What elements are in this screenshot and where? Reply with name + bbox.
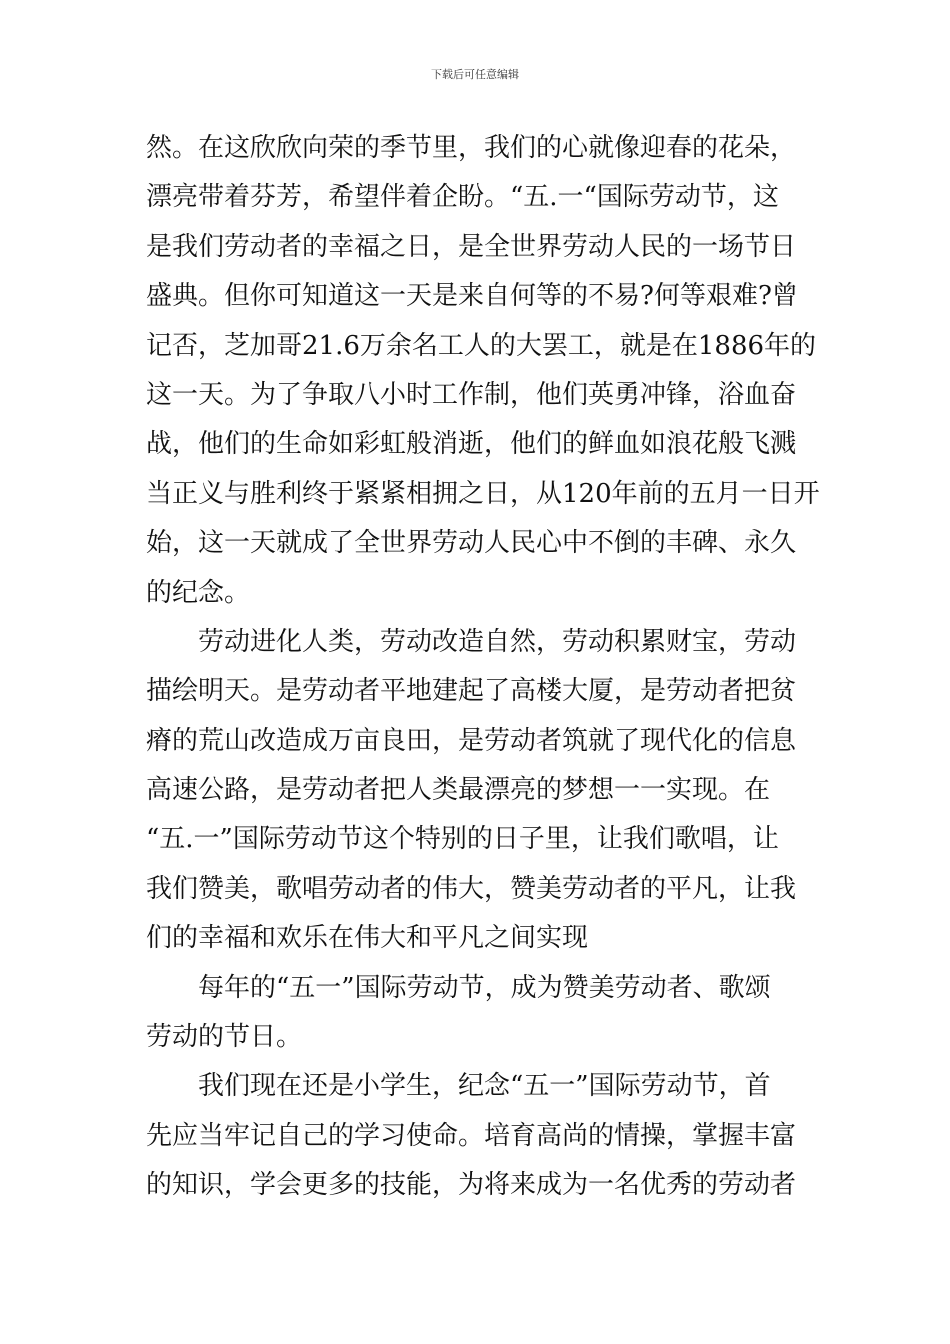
text-line: “五.一”国际劳动节这个特别的日子里，让我们歌唱，让 — [146, 824, 779, 855]
text-line: 瘠的荒山改造成万亩良田，是劳动者筑就了现代化的信息 — [146, 725, 797, 756]
text-line: 这一天。为了争取八小时工作制，他们英勇冲锋，浴血奋 — [146, 379, 797, 410]
text-line: 始，这一天就成了全世界劳动人民心中不倒的丰碑、永久 — [146, 528, 797, 559]
text-line: 盛典。但你可知道这一天是来自何等的不易?何等艰难?曾 — [146, 281, 798, 312]
text-line: 战，他们的生命如彩虹般消逝，他们的鲜血如浪花般飞溅 — [146, 429, 797, 460]
text-line: 然。在这欣欣向荣的季节里，我们的心就像迎春的花朵， — [146, 133, 797, 163]
text-line: 们的幸福和欢乐在伟大和平凡之间实现 — [146, 923, 589, 954]
text-line: 高速公路，是劳动者把人类最漂亮的梦想一一实现。在 — [146, 775, 771, 806]
page-header: 下载后可任意编辑 — [431, 68, 519, 81]
text-line: 是我们劳动者的幸福之日，是全世界劳动人民的一场节日 — [146, 231, 797, 262]
paragraph-first-line: 我们现在还是小学生，纪念“五一”国际劳动节，首 — [198, 1071, 771, 1102]
text-line: 的纪念。 — [146, 577, 251, 608]
document-body — [146, 124, 820, 1211]
text-line: 当正义与胜利终于紧紧相拥之日，从120年前的五月一日开 — [146, 478, 820, 509]
text-line: 漂亮带着芬芳，希望伴着企盼。“五.一“国际劳动节，这 — [146, 182, 779, 213]
paragraph-first-line: 劳动进化人类，劳动改造自然，劳动积累财宝，劳动 — [198, 626, 797, 657]
text-line: 我们赞美，歌唱劳动者的伟大，赞美劳动者的平凡，让我 — [146, 873, 797, 904]
text-line: 劳动的节日。 — [146, 1022, 303, 1053]
text-line: 描绘明天。是劳动者平地建起了高楼大厦，是劳动者把贫 — [146, 676, 797, 707]
text-line: 的知识，学会更多的技能，为将来成为一名优秀的劳动者 — [146, 1170, 797, 1201]
text-line: 先应当牢记自己的学习使命。培育高尚的情操，掌握丰富 — [146, 1120, 797, 1151]
paragraph-first-line: 每年的“五一”国际劳动节，成为赞美劳动者、歌颂 — [198, 972, 771, 1003]
text-line: 记否，芝加哥21.6万余名工人的大罢工，就是在1886年的 — [146, 330, 817, 361]
